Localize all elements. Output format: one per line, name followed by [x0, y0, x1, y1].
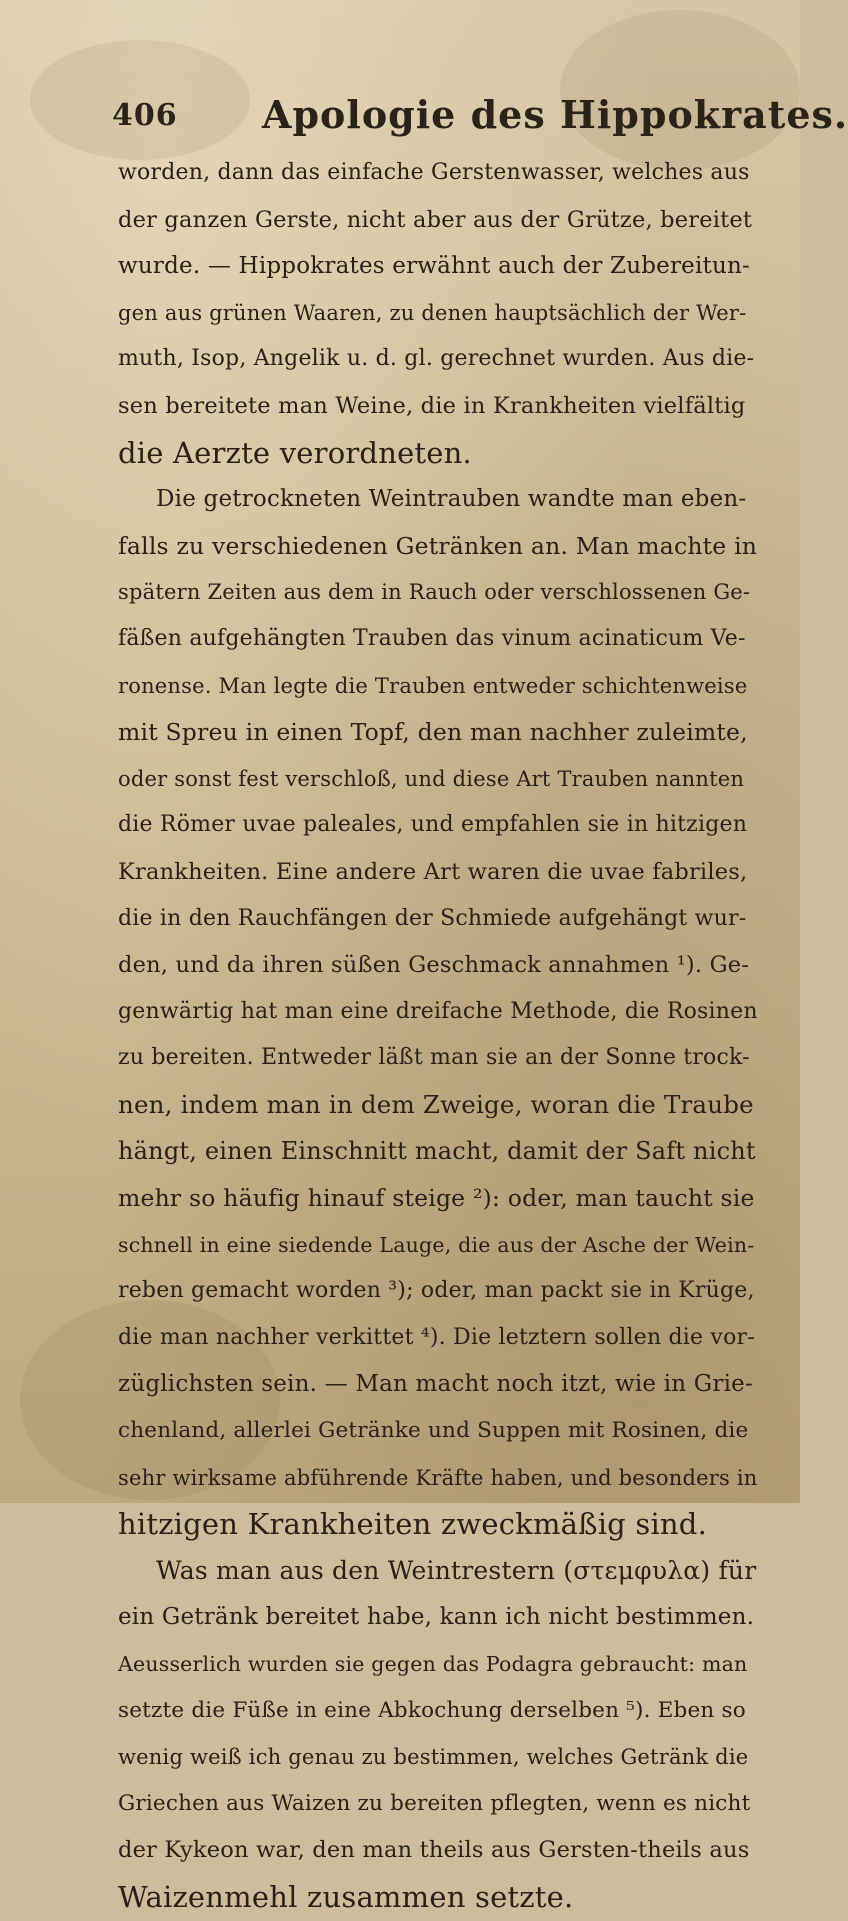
- text-line: Aeusserlich wurden sie gegen das Podagra gebraucht: man: [118, 1652, 748, 1676]
- text-line: den, und da ihren süßen Geschmack annahmen ¹). Ge-: [118, 952, 750, 979]
- text-line: spätern Zeiten aus dem in Rauch oder verschlossenen Ge-: [118, 580, 751, 605]
- text-line: züglichsten sein. — Man macht noch itzt, wie in Grie-: [118, 1371, 753, 1398]
- text-line: zu bereiten. Entweder läßt man sie an der Sonne trock-: [118, 1045, 750, 1071]
- text-line: mit Spreu in einen Topf, den man nachher zuleimte,: [118, 718, 748, 747]
- text-line: setzte die Füße in eine Abkochung derselben ⁵). Eben so: [118, 1697, 746, 1723]
- running-title: Apologie des Hippokrates.: [262, 92, 848, 137]
- text-line: die Aerzte verordneten.: [118, 435, 472, 470]
- text-line: wurde. — Hippokrates erwähnt auch der Zubereitun-: [118, 253, 750, 280]
- text-line: Griechen aus Waizen zu bereiten pflegten, wenn es nicht: [118, 1790, 751, 1816]
- text-line: die in den Rauchfängen der Schmiede aufgehängt wur-: [118, 905, 747, 931]
- body-text: [118, 150, 758, 1921]
- text-line: Waizenmehl zusammen setzte.: [118, 1879, 574, 1914]
- text-line: die man nachher verkittet ⁴). Die letztern sollen die vor-: [118, 1324, 755, 1350]
- text-line: mehr so häufig hinauf steige ²): oder, man taucht sie: [118, 1184, 755, 1213]
- text-line: nen, indem man in dem Zweige, woran die Traube: [118, 1089, 754, 1119]
- text-line: ronense. Man legte die Trauben entweder schichtenweise: [118, 673, 748, 698]
- text-line: Was man aus den Weintrestern (στεμφυλα) für: [156, 1555, 757, 1585]
- text-line: sen bereitete man Weine, die in Krankheiten vielfältig: [118, 392, 746, 419]
- text-line: ein Getränk bereitet habe, kann ich nicht bestimmen.: [118, 1604, 755, 1631]
- text-line: muth, Isop, Angelik u. d. gl. gerechnet wurden. Aus die-: [118, 346, 755, 372]
- page-header: [112, 92, 848, 142]
- text-line: wenig weiß ich genau zu bestimmen, welches Getränk die: [118, 1745, 749, 1770]
- text-line: der ganzen Gerste, nicht aber aus der Grütze, bereitet: [118, 206, 753, 233]
- text-line: hitzigen Krankheiten zweckmäßig sind.: [118, 1507, 707, 1542]
- text-line: der Kykeon war, den man theils aus Gersten-theils aus: [118, 1837, 750, 1864]
- text-line: falls zu verschiedenen Getränken an. Man machte in: [118, 531, 758, 560]
- page-number: 406: [112, 98, 178, 133]
- text-line: Krankheiten. Eine andere Art waren die uvae fabriles,: [118, 858, 748, 885]
- text-line: reben gemacht worden ³); oder, man packt sie in Krüge,: [118, 1278, 755, 1304]
- paper-stain: [560, 10, 800, 170]
- text-line: die Römer uvae paleales, und empfahlen sie in hitzigen: [118, 812, 748, 838]
- text-line: sehr wirksame abführende Kräfte haben, und besonders in: [118, 1465, 758, 1490]
- text-line: worden, dann das einfache Gerstenwasser, welches aus: [118, 160, 750, 185]
- text-line: Die getrockneten Weintrauben wandte man eben-: [156, 486, 747, 513]
- text-line: gen aus grünen Waaren, zu denen hauptsächlich der Wer-: [118, 300, 747, 325]
- text-line: oder sonst fest verschloß, und diese Art Trauben nannten: [118, 766, 745, 791]
- text-line: chenland, allerlei Getränke und Suppen mit Rosinen, die: [118, 1418, 749, 1444]
- text-line: genwärtig hat man eine dreifache Methode, die Rosinen: [118, 998, 758, 1024]
- text-line: hängt, einen Einschnitt macht, damit der Saft nicht: [118, 1137, 756, 1166]
- text-line: schnell in eine siedende Lauge, die aus der Asche der Wein-: [118, 1232, 755, 1257]
- text-line: fäßen aufgehängten Trauben das vinum acinaticum Ve-: [118, 625, 746, 651]
